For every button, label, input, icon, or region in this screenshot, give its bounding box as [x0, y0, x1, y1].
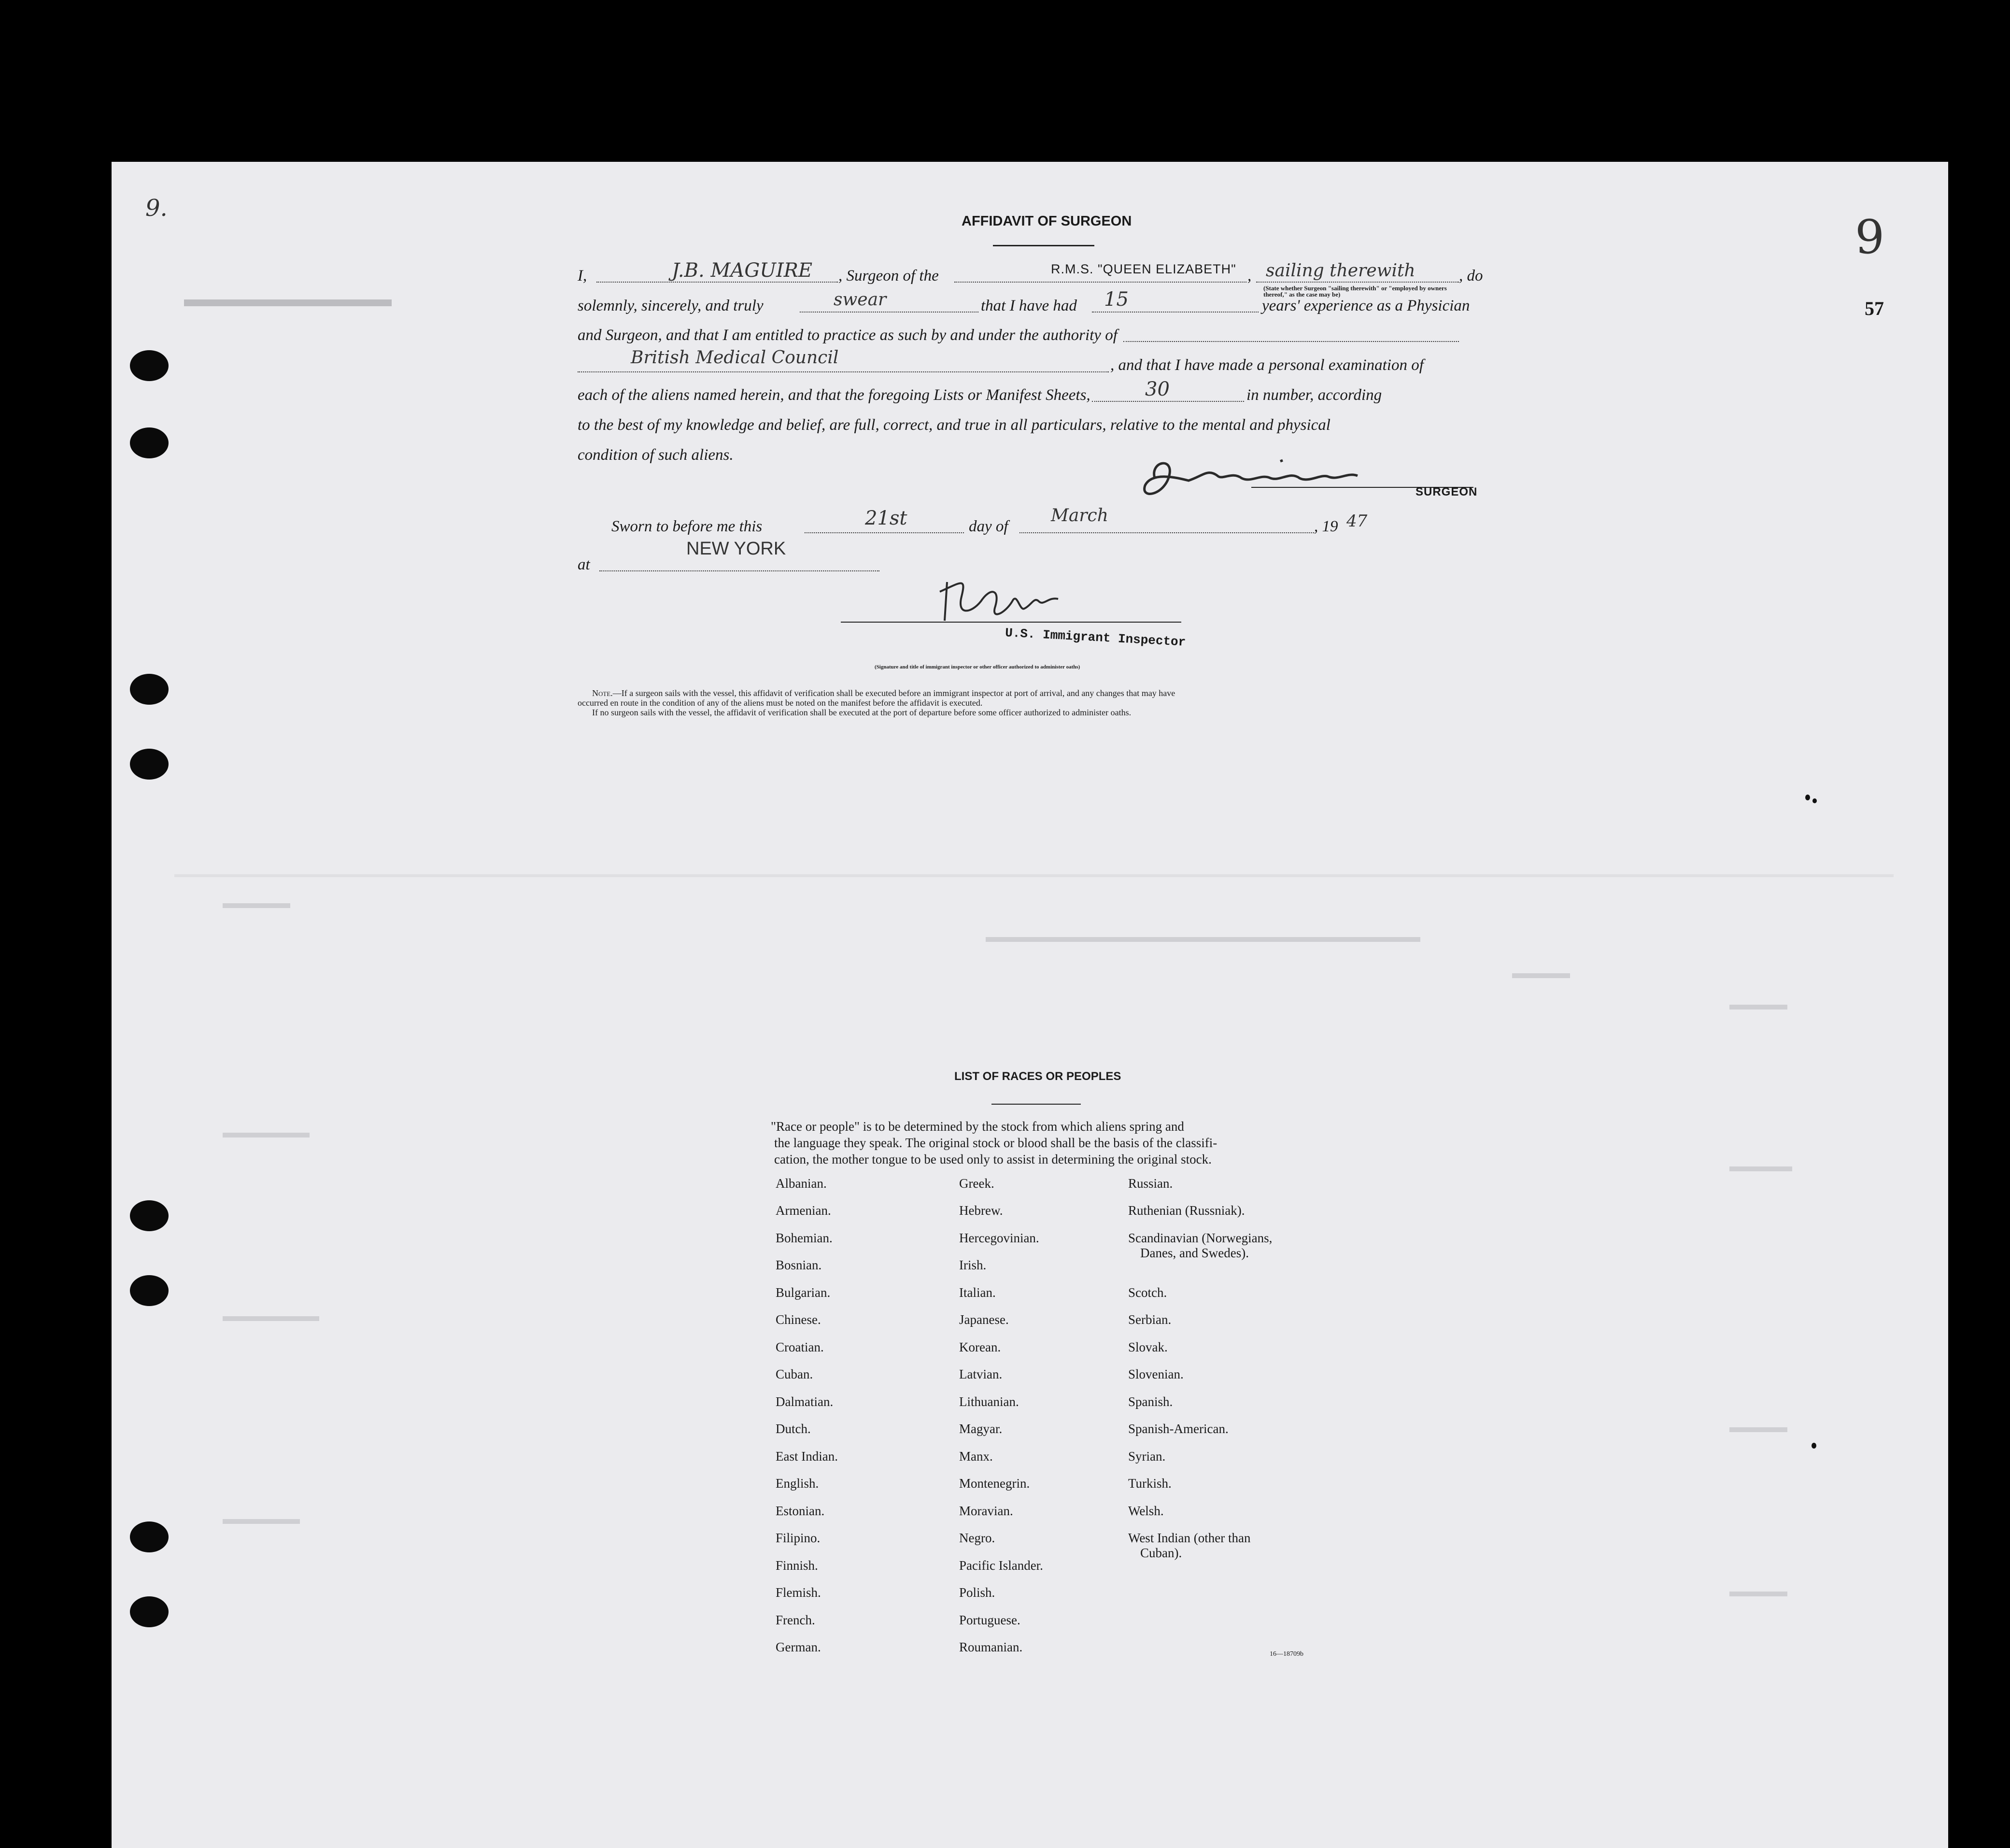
affidavit-text: solemnly, sincerely, and truly [578, 297, 764, 314]
title-rule [993, 245, 1094, 246]
race-item: Turkish. [1128, 1476, 1172, 1491]
affidavit-text: , [1247, 267, 1252, 284]
fill-line [1123, 341, 1459, 342]
punch-hole [130, 1596, 169, 1627]
race-item: Bohemian. [776, 1231, 833, 1245]
ink-speck [1812, 798, 1817, 803]
race-item: Lithuanian. [959, 1394, 1019, 1409]
races-title: LIST OF RACES OR PEOPLES [954, 1070, 1121, 1083]
punch-hole [130, 1200, 169, 1231]
affidavit-text: , Surgeon of the [838, 267, 939, 284]
race-item: Latvian. [959, 1367, 1003, 1381]
race-item: East Indian. [776, 1449, 838, 1464]
surgeon-name: J.B. MAGUIRE [672, 259, 813, 282]
race-item: Cuban. [776, 1367, 813, 1381]
race-item: Bulgarian. [776, 1285, 831, 1300]
race-item: West Indian (other than [1128, 1531, 1251, 1545]
surgeon-label: SURGEON [1415, 485, 1478, 498]
race-item: Italian. [959, 1285, 996, 1300]
race-item: Chinese. [776, 1312, 821, 1327]
race-item: Armenian. [776, 1203, 831, 1218]
fill-line [954, 282, 1246, 283]
bleed-through-mark [986, 937, 1420, 942]
race-item: Negro. [959, 1531, 995, 1545]
race-item: Magyar. [959, 1422, 1003, 1436]
affidavit-text: , 19 [1314, 518, 1338, 535]
race-item: Hercegovinian. [959, 1231, 1039, 1245]
race-item: French. [776, 1613, 815, 1627]
race-item: Polish. [959, 1585, 995, 1600]
affidavit-text: Sworn to before me this [611, 518, 763, 535]
race-item: Moravian. [959, 1504, 1013, 1518]
races-intro-line: cation, the mother tongue to be used only to assist in determining the original stock. [774, 1152, 1212, 1166]
form-number: 16—18709b [1270, 1650, 1303, 1658]
corner-mark: 9. [145, 195, 168, 222]
race-item: Albanian. [776, 1176, 827, 1191]
race-item: Spanish-American. [1128, 1422, 1229, 1436]
race-item: Scandinavian (Norwegians, [1128, 1231, 1273, 1245]
race-item: Manx. [959, 1449, 993, 1464]
note-line-3: If no surgeon sails with the vessel, the affidavit of verification shall be executed at the port of departure before some officer authorized to administer oaths. [592, 708, 1132, 717]
note-lead: Note. [592, 688, 613, 698]
races-title-rule [991, 1104, 1081, 1105]
oath-word: swear [834, 290, 887, 310]
race-item: Roumanian. [959, 1640, 1023, 1654]
bleed-through-mark [1729, 1592, 1787, 1596]
race-item: German. [776, 1640, 821, 1654]
race-item: Pacific Islander. [959, 1558, 1043, 1573]
inspector-stamp: U.S. Immigrant Inspector [1005, 625, 1186, 650]
vessel-name: R.M.S. "QUEEN ELIZABETH" [1051, 262, 1236, 276]
page-number: 57 [1865, 298, 1884, 319]
fill-line [800, 312, 978, 313]
race-item: Irish. [959, 1258, 987, 1272]
bleed-through-mark [1729, 1005, 1787, 1009]
race-item: Welsh. [1128, 1504, 1164, 1518]
races-intro-line: "Race or people" is to be determined by the stock from which aliens spring and [771, 1119, 1184, 1134]
place-stamp: NEW YORK [686, 539, 786, 559]
race-item: Cuban). [1140, 1546, 1182, 1560]
bleed-through-mark [184, 299, 392, 306]
race-item: Hebrew. [959, 1203, 1003, 1218]
race-item: Filipino. [776, 1531, 821, 1545]
race-item: Montenegrin. [959, 1476, 1030, 1491]
race-item: Croatian. [776, 1340, 824, 1354]
years-experience: 15 [1104, 288, 1129, 311]
race-item: Serbian. [1128, 1312, 1172, 1327]
bleed-through-mark [223, 1316, 319, 1321]
race-item: Ruthenian (Russniak). [1128, 1203, 1245, 1218]
sworn-month: March [1051, 506, 1108, 526]
sheet-count: 30 [1145, 378, 1170, 400]
bleed-through-mark [223, 1519, 300, 1524]
fill-line [578, 371, 1109, 372]
affidavit-text: I, [578, 267, 587, 284]
bleed-through-mark [1512, 973, 1570, 978]
affidavit-text: , do [1459, 267, 1483, 284]
punch-hole [130, 1275, 169, 1306]
note-line-2: occurred en route in the condition of any of the aliens must be noted on the manifest before the affidavit is executed. [578, 698, 983, 708]
races-intro-line: the language they speak. The original stock or blood shall be the basis of the classifi- [774, 1136, 1217, 1150]
race-item: Slovenian. [1128, 1367, 1184, 1381]
affidavit-text: to the best of my knowledge and belief, are full, correct, and true in all particulars, relative to the mental and physical [578, 416, 1331, 434]
race-item: Japanese. [959, 1312, 1009, 1327]
race-item: Portuguese. [959, 1613, 1020, 1627]
affidavit-text: years' experience as a Physician [1262, 297, 1470, 314]
bleed-through-mark [174, 874, 1894, 877]
race-item: Dalmatian. [776, 1394, 834, 1409]
affidavit-title: AFFIDAVIT OF SURGEON [962, 213, 1132, 229]
surgeon-signature [1135, 452, 1406, 510]
race-item: Danes, and Swedes). [1140, 1246, 1249, 1260]
fill-line [1092, 312, 1259, 313]
affidavit-text: that I have had [981, 297, 1077, 314]
affidavit-text: , and that I have made a personal examination of [1110, 356, 1424, 374]
folio-number: 9 [1855, 210, 1885, 264]
inspector-signature [933, 568, 1068, 635]
note-line-1 [592, 688, 1175, 698]
fill-line [1256, 282, 1459, 283]
punch-hole [130, 427, 169, 458]
relationship-note: (State whether Surgeon "sailing therewith" or "employed by owners thereof," as the case may be) [1263, 284, 1447, 298]
race-item: Flemish. [776, 1585, 821, 1600]
race-item: Estonian. [776, 1504, 825, 1518]
bleed-through-mark [223, 903, 290, 908]
race-item: English. [776, 1476, 819, 1491]
ink-speck [1812, 1443, 1816, 1449]
ink-speck [1805, 795, 1810, 800]
race-item: Russian. [1128, 1176, 1173, 1191]
note-text: —If a surgeon sails with the vessel, this affidavit of verification shall be executed before an immigrant inspector at port of arrival, and any changes that may have [612, 688, 1175, 698]
fill-line [596, 282, 838, 283]
affidavit-text: in number, according [1246, 386, 1382, 404]
inspector-caption: (Signature and title of immigrant inspector or other officer authorized to administer oaths) [875, 664, 1080, 670]
race-item: Finnish. [776, 1558, 818, 1573]
race-item: Dutch. [776, 1422, 811, 1436]
fill-line [1092, 401, 1244, 402]
fill-line [599, 570, 879, 571]
race-item: Slovak. [1128, 1340, 1168, 1354]
race-item: Syrian. [1128, 1449, 1166, 1464]
punch-hole [130, 350, 169, 381]
punch-hole [130, 1521, 169, 1552]
affidavit-text: condition of such aliens. [578, 446, 734, 464]
affidavit-text: each of the aliens named herein, and that the foregoing Lists or Manifest Sheets, [578, 386, 1090, 404]
fill-line [1019, 532, 1314, 533]
fill-line [805, 532, 964, 533]
punch-hole [130, 674, 169, 705]
sworn-day: 21st [865, 507, 907, 529]
punch-hole [130, 749, 169, 780]
affidavit-text: day of [969, 518, 1008, 535]
affidavit-text: and Surgeon, and that I am entitled to practice as such by and under the authority of [578, 327, 1118, 344]
race-item: Greek. [959, 1176, 994, 1191]
bleed-through-mark [1729, 1427, 1787, 1432]
race-item: Bosnian. [776, 1258, 822, 1272]
document-page [112, 162, 1948, 1848]
inspector-signature-line [841, 622, 1181, 623]
bleed-through-mark [223, 1133, 310, 1137]
sworn-year: 47 [1346, 512, 1368, 531]
race-item: Spanish. [1128, 1394, 1173, 1409]
race-item: Korean. [959, 1340, 1001, 1354]
practice-authority: British Medical Council [631, 348, 839, 368]
surgeon-relationship: sailing therewith [1266, 261, 1415, 281]
bleed-through-mark [1729, 1166, 1792, 1171]
affidavit-text: at [578, 556, 590, 573]
race-item: Scotch. [1128, 1285, 1167, 1300]
